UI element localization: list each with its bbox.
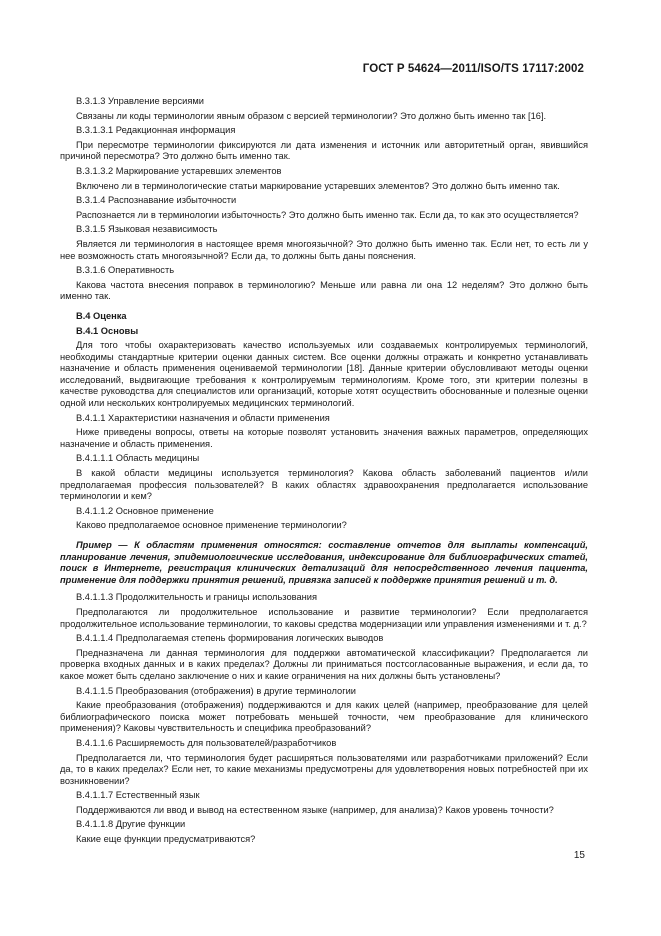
- paragraph: Предполагается ли, что терминология будет расширяться пользователями или разработчиками приложений? Если да, то в каких пределах? Если нет, то какие механизмы предусмотрены для удовлетворения новых потребностей при их возникновении?: [60, 752, 588, 786]
- section-heading: B.3.1.6 Оперативность: [76, 265, 175, 276]
- section-heading: B.3.1.3.1 Редакционная информация: [76, 125, 236, 136]
- paragraph: Для того чтобы охарактеризовать качество используемых или создаваемых контролируемых терминологий, необходимы стандартные критерии оценки данных систем. Все оценки должны отражать и конкретно устанавливать назначение и область применения оцениваемой терминологии [18]. Данные критерии обусловливают методы оценки исследований, выдвигающие требования к контролируемым терминологиям. Кроме того, эти критерии полезны в качестве руководства для специалистов или организаций, которые хотят осуществить обоснованные и полезные оценки одной или нескольких контролируемых медицинских терминологий.: [60, 340, 588, 409]
- section-heading: B.4.1.1.3 Продолжительность и границы использования: [76, 592, 317, 603]
- paragraph: Ниже приведены вопросы, ответы на которые позволят установить значения важных параметров, определяющих назначение и область применения.: [60, 427, 588, 449]
- section-heading: B.4.1.1.6 Расширяемость для пользователей/разработчиков: [76, 737, 337, 748]
- paragraph: Распознается ли в терминологии избыточность? Это должно быть именно так. Если да, то как это осуществляется?: [76, 209, 579, 220]
- document-body: [60, 96, 588, 849]
- section-heading: B.3.1.5 Языковая независимость: [76, 224, 218, 235]
- paragraph: Предназначена ли данная терминология для поддержки автоматической классификации? Предполагается ли проверка входных данных и в каких пределах? Должны ли приниматься постсогласованные выражения, и если да, то какое может быть сделано заключение о них и какие ограничения на них должны быть установлены?: [60, 647, 588, 681]
- paragraph: Является ли терминология в настоящее время многоязычной? Это должно быть именно так. Если нет, то есть ли у нее возможность стать многоязычной? Если да, то должны быть даны пояснения.: [60, 238, 588, 261]
- section-title: B.4 Оценка: [76, 310, 127, 321]
- subsection-title: B.4.1 Основы: [76, 325, 139, 336]
- paragraph: Включено ли в терминологические статьи маркирование устаревших элементов? Это должно быть именно так.: [76, 180, 560, 191]
- paragraph: Связаны ли коды терминологии явным образом с версией терминологии? Это должно быть именно так [16].: [76, 110, 547, 121]
- page-number: 15: [573, 850, 585, 861]
- document-header: ГОСТ Р 54624—2011/ISO/TS 17117:2002: [362, 63, 584, 75]
- section-heading: B.4.1.1.8 Другие функции: [76, 819, 186, 830]
- example-note: Пример — К областям применения относятся: составление отчетов для выплаты компенсаций, планирование лечения, эпидемиологические исследования, индексирование для библиографических статей, поиск в Интернете, регистрация клинических детализаций для непосредственного лечения пациента, применение для поддержки принятия решений, привязка записей к поддержке принятия решений и т. д.: [60, 540, 588, 585]
- paragraph: Каково предполагаемое основное применение терминологии?: [76, 520, 347, 531]
- section-heading: B.4.1.1.1 Область медицины: [76, 453, 200, 464]
- section-heading: B.3.1.4 Распознавание избыточности: [76, 195, 237, 206]
- section-heading: B.4.1.1.7 Естественный язык: [76, 790, 200, 801]
- paragraph: Предполагаются ли продолжительное использование и развитие терминологии? Если предполагается продолжительное использование терминологии, то каковы средства модернизации или управления изменениями и т. д.?: [60, 606, 588, 629]
- paragraph: Какие преобразования (отображения) поддерживаются и для каких целей (например, преобразование для целей библиографического поиска может потребовать меньшей точности, чем преобразование для клинического применения)? Каковы чувствительность и специфика преобразований?: [60, 700, 588, 734]
- paragraph: Какова частота внесения поправок в терминологию? Меньше или равна ли она 12 неделям? Это должно быть именно так.: [60, 279, 588, 302]
- paragraph: Поддерживаются ли ввод и вывод на естественном языке (например, для анализа)? Каков уровень точности?: [76, 804, 554, 815]
- section-heading: B.4.1.1.2 Основное применение: [76, 505, 214, 516]
- paragraph: Какие еще функции предусматриваются?: [76, 834, 256, 845]
- paragraph: В какой области медицины используется терминология? Какова область заболеваний пациентов и/или предполагаемая профессия пользователей? В каких областях здравоохранения предполагается использование терминологии и кем?: [60, 468, 588, 502]
- section-heading: B.3.1.3 Управление версиями: [76, 96, 204, 106]
- section-heading: B.4.1.1 Характеристики назначения и области применения: [76, 412, 330, 423]
- section-heading: B.4.1.1.4 Предполагаемая степень формирования логических выводов: [76, 633, 384, 644]
- section-heading: B.4.1.1.5 Преобразования (отображения) в другие терминологии: [76, 685, 356, 696]
- paragraph: При пересмотре терминологии фиксируются ли дата изменения и источник или авторитетный орган, явившийся причиной пересмотра? Это должно быть именно так.: [60, 139, 588, 162]
- section-heading: B.3.1.3.2 Маркирование устаревших элементов: [76, 165, 282, 176]
